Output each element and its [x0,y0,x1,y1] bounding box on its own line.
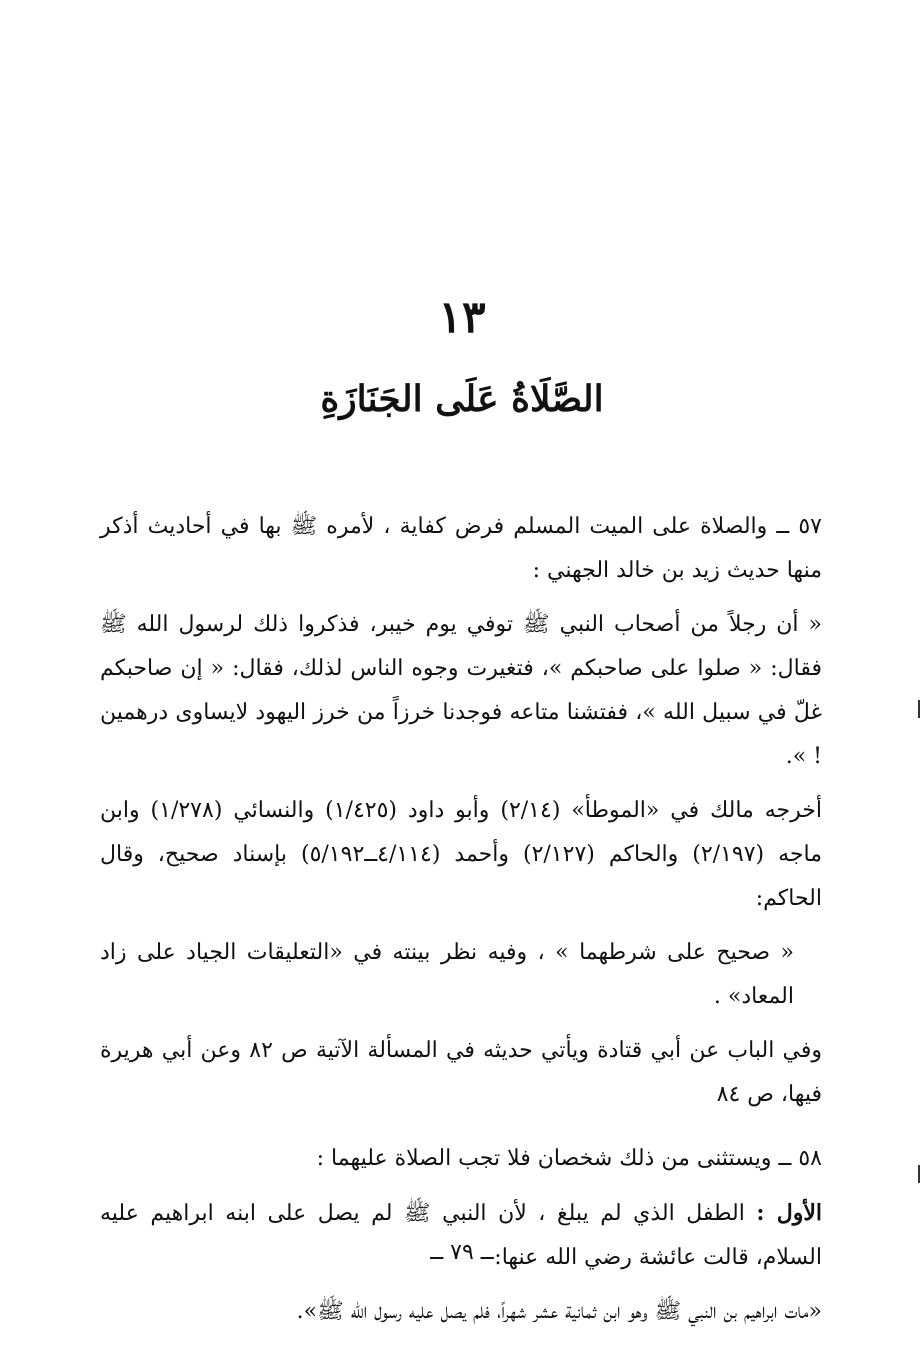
chapter-title: الصَّلَاةُ عَلَى الجَنَازَةِ [320,378,604,420]
hadith-quote-zaid: « أن رجلاً من أصحاب النبي ﷺ توفي يوم خيبر، فذكروا ذلك لرسول الله ﷺ فقال: « صلوا على صاحبكم »، فتغيرت وجوه الناس لذلك، فقال: « إن صاحبكم غلّ في سبيل الله »، ففتشنا متاعه فوجدنا خرزاً من خرز اليهود لايساوى درهمين ! ». [100,612,822,769]
paragraph-57-intro: ٥٧ ــ والصلاة على الميت المسلم فرض كفاية ، لأمره ﷺ بها في أحاديث أذكر منها حديث زيد بن خالد الجهني : [100,514,822,583]
chapter-number: ١٣ [438,292,486,343]
related-narrations: وفي الباب عن أبي قتادة ويأتي حديثه في المسألة الآتية ص ٨٢ وعن أبي هريرة فيها، ص ٨٤ [100,1038,823,1107]
first-exception [100,1191,822,1280]
paragraph-spacer [100,1127,822,1137]
page-body [100,505,822,1344]
page-number: ــ ٧٩ ــ [430,1240,494,1265]
paragraph-58-intro: ٥٨ ــ ويستثنى من ذلك شخصان فلا تجب الصلاة عليهما : [316,1146,822,1171]
hakim-quote: « صحيح على شرطهما » ، وفيه نظر بينته في «التعليقات الجياد على زاد المعاد» . [100,940,794,1009]
margin-mark [918,700,920,718]
takhrij-paragraph: أخرجه مالك في «الموطأ» (٢/١٤) وأبو داود (١/٤٢٥) والنسائي (١/٢٧٨) وابن ماجه (٢/١٩٧) والحاكم (٢/١٢٧) وأحمد (٤/١١٤ــ٥/١٩٢) بإسناد صحيح، وقال الحاكم: [100,798,822,911]
first-exception-text: الطفل الذي لم يبلغ ، لأن النبي ﷺ لم يصل على ابنه ابراهيم عليه السلام، قالت عائشة رضي الله عنها: [100,1201,822,1270]
first-label: الأول : [756,1200,822,1226]
margin-mark [918,1165,920,1183]
hadith-quote-aisha: «مات ابراهيم بن النبي ﷺ وهو ابن ثمانية عشر شهراً، فلم يصل عليه رسول الله ﷺ». [296,1299,822,1324]
